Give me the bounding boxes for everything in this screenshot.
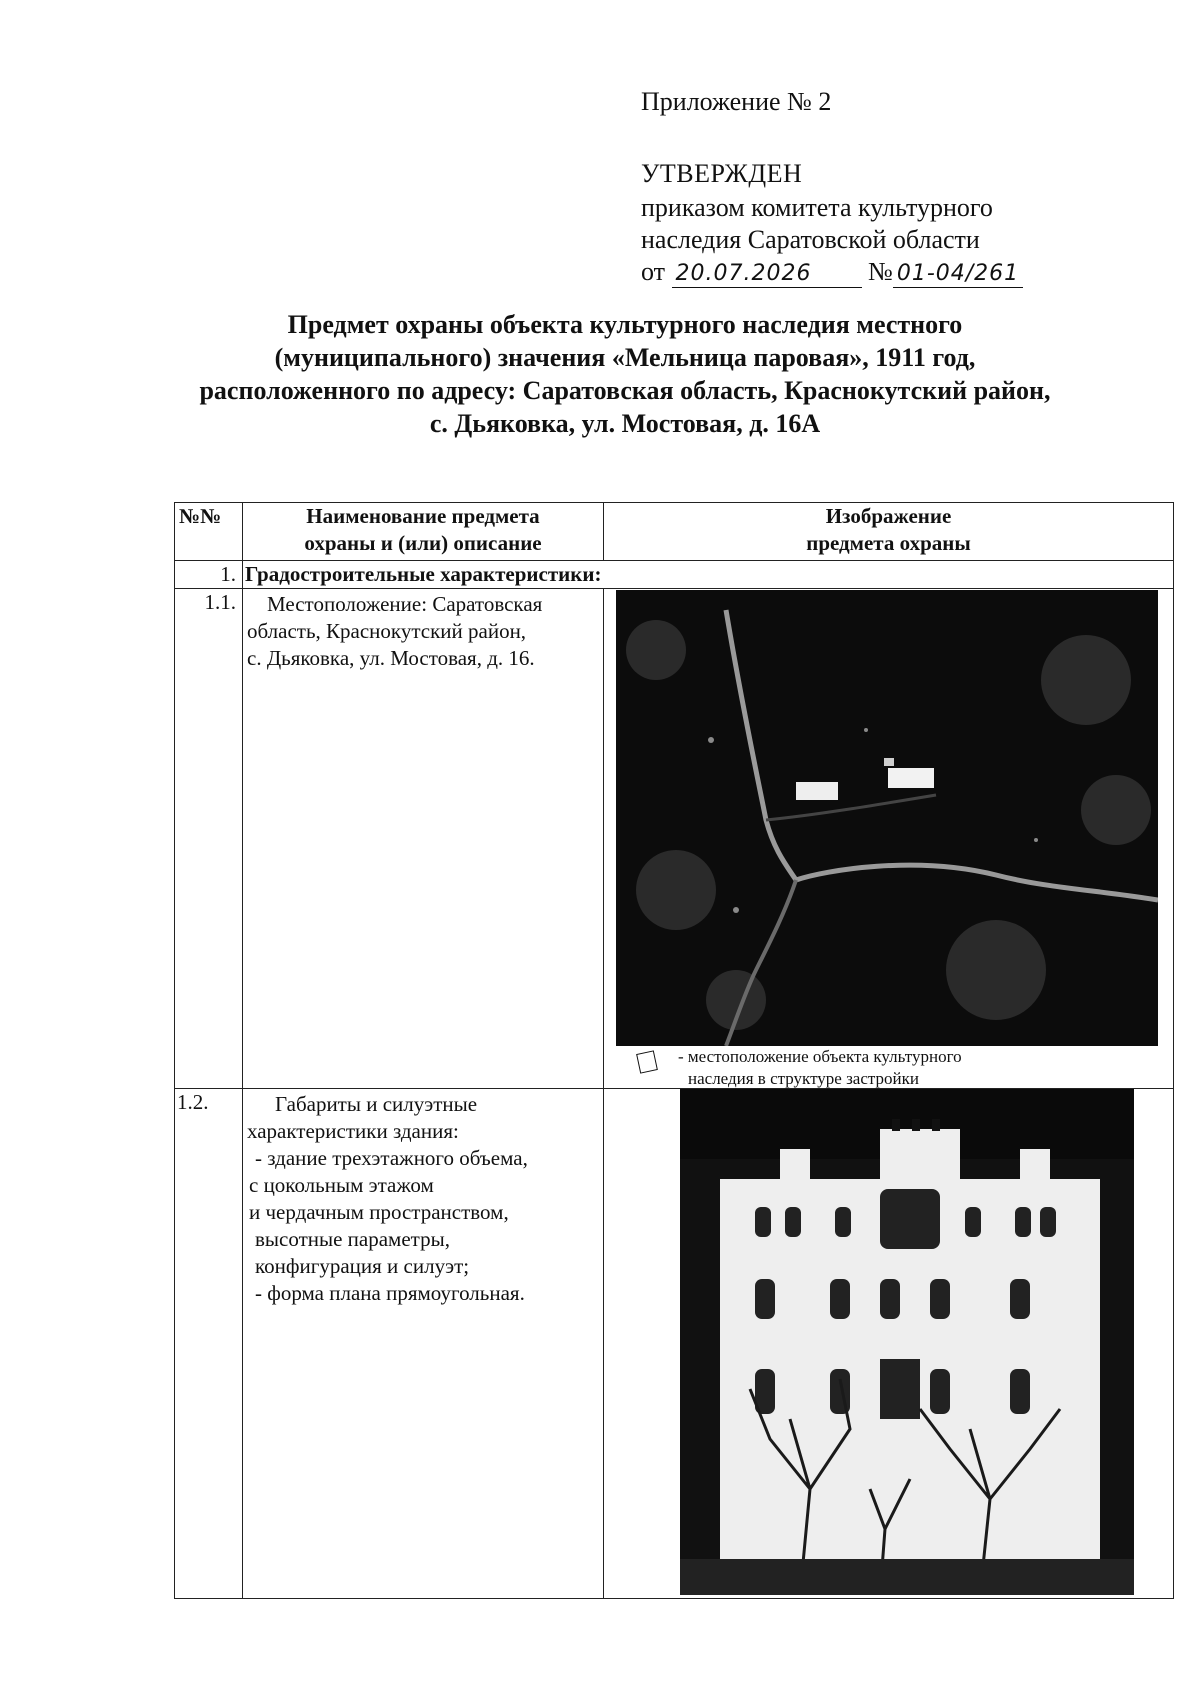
table-row [175, 1089, 1174, 1599]
row-1-2-line: конфигурация и силуэт; [255, 1254, 470, 1278]
title-line-2: (муниципального) значения «Мельница паровая», 1911 год, [274, 343, 976, 372]
row-1-2-num: 1.2. [175, 1089, 243, 1599]
document-title [150, 308, 1100, 440]
header-image [604, 503, 1174, 561]
row-1-2-line: и чердачным пространством, [249, 1200, 509, 1224]
row-1-1-line: область, Краснокутский район, [247, 619, 527, 643]
approved-label: УТВЕРЖДЕН [641, 159, 803, 188]
row-1-2-line: - здание трехэтажного объема, [255, 1146, 528, 1170]
title-line-3: расположенного по адресу: Саратовская область, Краснокутский район, [199, 376, 1051, 405]
row-1-1-description [243, 589, 604, 1089]
table-header-row [175, 503, 1174, 561]
location-aerial-photo [616, 590, 1158, 1046]
row-1-2-line: характеристики здания: [247, 1119, 459, 1143]
title-line-1: Предмет охраны объекта культурного наследия местного [287, 310, 963, 339]
appendix-label: Приложение № 2 [641, 87, 832, 116]
section-1-title: Градостроительные характеристики: [243, 561, 1174, 589]
aerial-photo-graphic [616, 590, 1158, 1046]
row-1-2-line: высотные параметры, [255, 1227, 450, 1251]
legend-text [678, 1046, 1058, 1090]
row-1-2-line: с цокольным этажом [249, 1173, 434, 1197]
section-1-num: 1. [175, 561, 243, 589]
approved-by-line1: приказом комитета культурного [641, 193, 993, 222]
row-1-2-description [243, 1089, 604, 1599]
header-name [243, 503, 604, 561]
row-1-1-line: с. Дьяковка, ул. Мостовая, д. 16. [247, 646, 535, 670]
header-num: №№ [175, 503, 243, 561]
table-row [175, 561, 1174, 589]
approval-block [641, 86, 1081, 288]
row-1-1-num: 1.1. [175, 589, 243, 1089]
header-name-line2: охраны и (или) описание [304, 531, 542, 555]
approved-by-line2: наследия Саратовской области [641, 225, 980, 254]
legend-line-2: наследия в структуре застройки [688, 1069, 919, 1088]
order-date-number-line [641, 256, 1081, 288]
legend-line-1: - местоположение объекта культурного [678, 1047, 962, 1066]
building-photo-graphic [680, 1089, 1134, 1595]
row-1-2-line: Габариты и силуэтные [275, 1092, 478, 1116]
protection-subject-table [174, 502, 1174, 1599]
header-image-line2: предмета охраны [806, 531, 971, 555]
handwritten-order-number: 01-04/261 [893, 261, 1023, 288]
building-facade-photo [680, 1089, 1134, 1595]
row-1-2-line: - форма плана прямоугольная. [255, 1281, 525, 1305]
date-prefix: от [641, 257, 666, 286]
legend-square-icon [636, 1050, 658, 1073]
number-prefix: № [868, 257, 893, 286]
row-1-1-image-cell [604, 589, 1174, 1089]
header-name-line1: Наименование предмета [306, 504, 540, 528]
handwritten-date: 20.07.2026 [672, 261, 862, 288]
title-line-4: с. Дьяковка, ул. Мостовая, д. 16А [429, 409, 821, 438]
row-1-2-image-cell [604, 1089, 1174, 1599]
header-image-line1: Изображение [825, 504, 952, 528]
row-1-1-line: Местоположение: Саратовская [267, 592, 543, 616]
table-row [175, 589, 1174, 1089]
